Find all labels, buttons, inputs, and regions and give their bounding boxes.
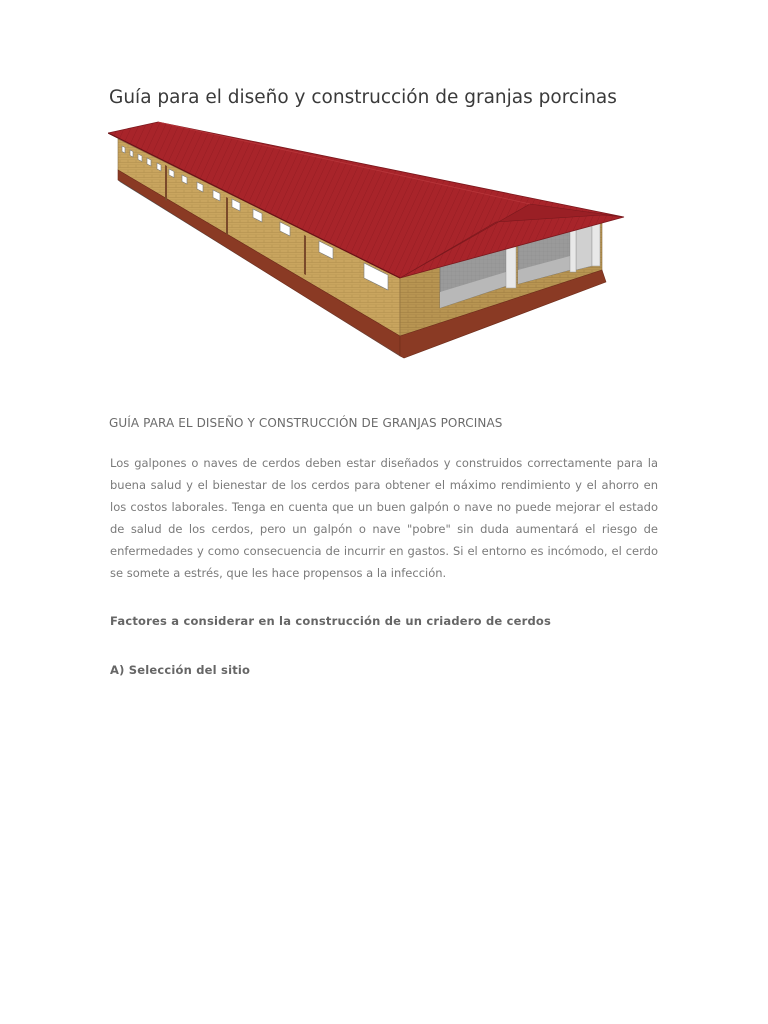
intro-paragraph: Los galpones o naves de cerdos deben estar diseñados y construidos correctamente para la buena salud y el bienestar de los cerdos para obtener el máximo rendimiento y el ahorro en los costos laborales. Tenga en cuenta que un buen galpón o nave no puede mejorar el estado de salud de los cerdos, pero un galpón o nave "pobre" sin duda aumentará el riesgo de enfermedades y como consecuencia de incurrir en gastos. Si el entorno es incómodo, el cerdo se somete a estrés, que les hace propensos a la infección. [110,456,658,580]
pig-barn-illustration [108,120,632,366]
page-title: Guía para el diseño y construcción de granjas porcinas [109,87,617,108]
section-heading: GUÍA PARA EL DISEÑO Y CONSTRUCCIÓN DE GRANJAS PORCINAS [109,416,503,430]
subheading-factors: Factores a considerar en la construcción de un criadero de cerdos [110,614,552,628]
subheading-site-selection: A) Selección del sitio [110,663,251,677]
